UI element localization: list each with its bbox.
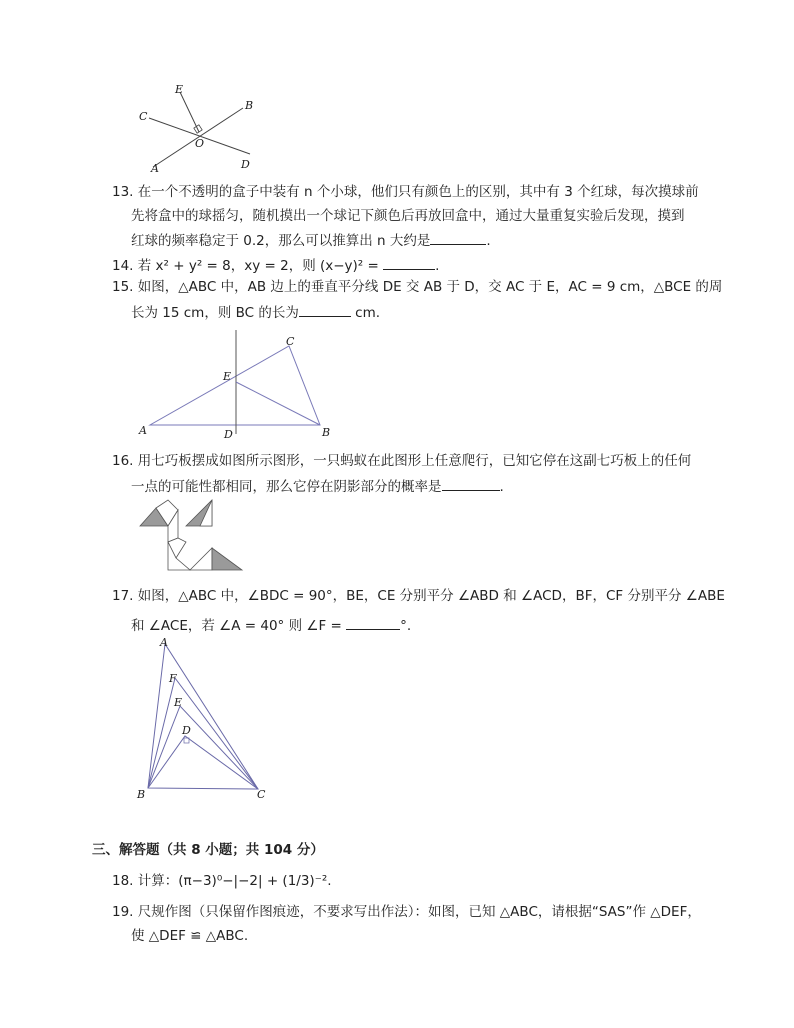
q15-unit: cm. <box>350 305 381 321</box>
label-d: D <box>224 428 233 441</box>
figure-lines-at-o <box>135 82 265 174</box>
q14-answer-blank[interactable] <box>383 255 435 270</box>
label-b: B <box>245 99 254 112</box>
label-e: E <box>223 370 232 383</box>
q13-line3 <box>131 230 491 250</box>
q13-line2: 先将盒中的球摇匀，随机摸出一个球记下颜色后再放回盒中，通过大量重复实验后发现，摸到 <box>131 208 685 224</box>
q17-line2 <box>131 615 411 635</box>
label-e: E <box>174 696 183 709</box>
q16-text: 一点的可能性都相同，那么它停在阴影部分的概率是 <box>131 479 442 495</box>
q17-text: 和 ∠ACE，若 ∠A = 40° 则 ∠F = <box>131 618 347 634</box>
label-o: O <box>195 137 205 150</box>
q15-line2 <box>131 302 380 322</box>
q17-line1: 17. 如图，△ABC 中，∠BDC = 90°，BE，CE 分别平分 ∠ABD 和 ∠ACD，BF，CF 分别平分 ∠ABE <box>112 588 725 604</box>
q13-text: 红球的频率稳定于 0.2，那么可以推算出 n 大约是 <box>131 233 431 249</box>
label-c: C <box>286 335 295 348</box>
q19-line2: 使 △DEF ≌ △ABC. <box>131 928 249 944</box>
label-d: D <box>182 724 191 737</box>
label-f: F <box>169 672 177 685</box>
q13-answer-blank[interactable] <box>430 230 486 245</box>
label-d: D <box>241 158 250 171</box>
label-c: C <box>257 788 266 801</box>
label-b: B <box>137 788 146 801</box>
q16-period: . <box>499 479 504 495</box>
q14-period: . <box>435 258 440 274</box>
label-a: A <box>151 162 159 174</box>
q15-line1: 15. 如图，△ABC 中，AB 边上的垂直平分线 DE 交 AB 于 D，交 AC 于 E，AC = 9 cm，△BCE 的周 <box>112 279 723 295</box>
q15-answer-blank[interactable] <box>299 302 351 317</box>
q13-line1: 13. 在一个不透明的盒子中装有 n 个小球，他们只有颜色上的区别，其中有 3 个红球，每次摸球前 <box>112 184 699 200</box>
q19-line1: 19. 尺规作图（只保留作图痕迹，不要求写出作法）：如图，已知 △ABC，请根据“SAS”作 △DEF， <box>112 904 701 920</box>
figure-triangle-perpendicular-bisector <box>134 328 334 446</box>
q18-line: 18. 计算：(π−3)⁰−|−2| + (1/3)⁻². <box>112 873 332 889</box>
q13-period: . <box>486 233 491 249</box>
figure-tangram <box>138 498 246 572</box>
section-three-title: 三、解答题（共 8 小题；共 104 分） <box>92 842 324 858</box>
figure-angle-bisectors <box>132 636 272 802</box>
q15-text: 长为 15 cm，则 BC 的长为 <box>131 305 299 321</box>
q16-line1: 16. 用七巧板摆成如图所示图形，一只蚂蚁在此图形上任意爬行，已知它停在这副七巧板上的任何 <box>112 453 692 469</box>
label-b: B <box>322 426 331 439</box>
q17-answer-blank[interactable] <box>346 615 400 630</box>
q14-line <box>112 255 439 275</box>
label-a: A <box>160 636 168 649</box>
label-a: A <box>139 424 147 437</box>
label-e: E <box>175 83 184 96</box>
q17-unit: °. <box>400 618 412 634</box>
q16-answer-blank[interactable] <box>442 476 500 491</box>
label-c: C <box>139 110 148 123</box>
q16-line2 <box>131 476 504 496</box>
q14-text: 14. 若 x² + y² = 8，xy = 2，则 (x−y)² = <box>112 258 384 274</box>
